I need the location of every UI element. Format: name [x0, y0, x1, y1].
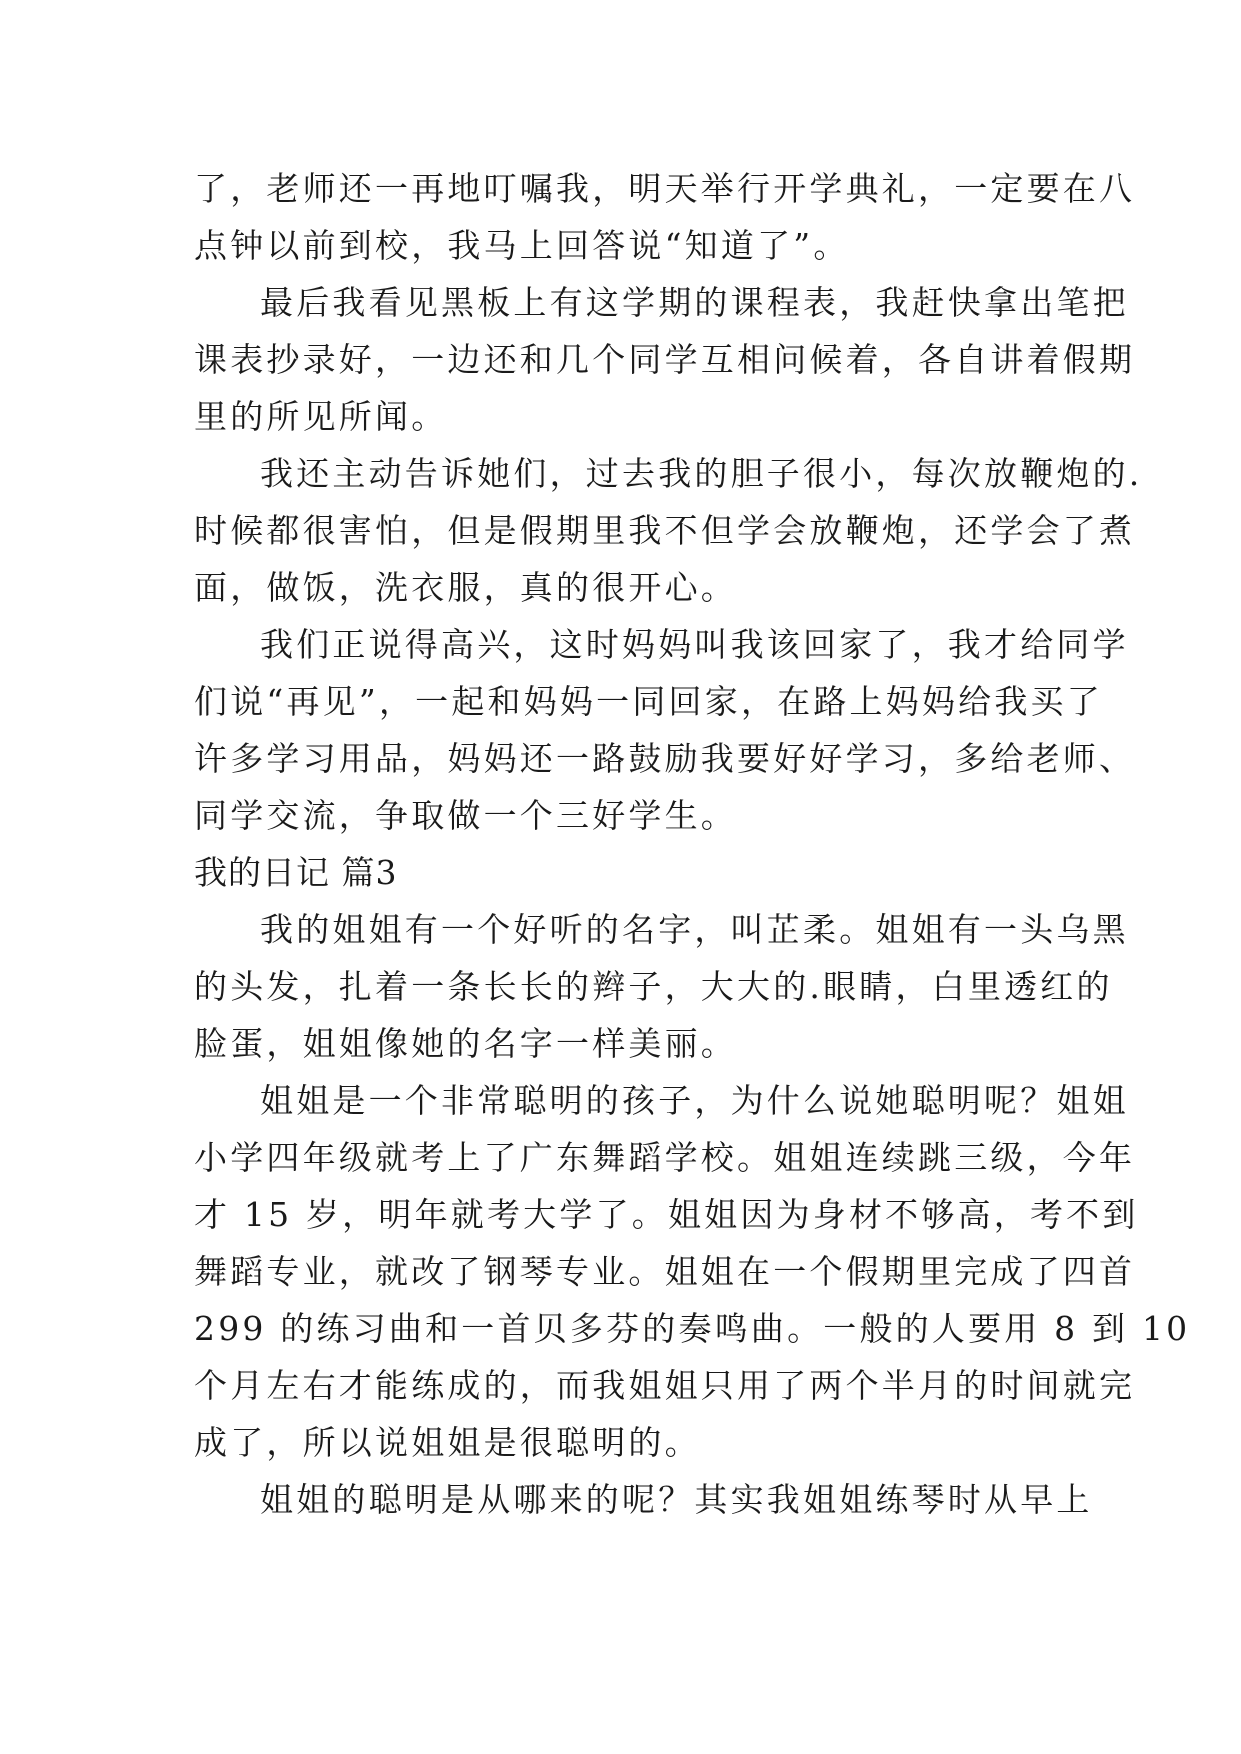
paragraph: [194, 274, 1136, 445]
text-line: 姐姐的聪明是从哪来的呢？其实我姐姐练琴时从早上: [260, 1480, 1093, 1519]
text-line: 才 15 岁，明年就考大学了。姐姐因为身材不够高，考不到: [194, 1195, 1139, 1234]
text-line: 面，做饭，洗衣服，真的很开心。: [194, 568, 737, 607]
paragraph: [194, 445, 1143, 616]
text-line: 最后我看见黑板上有这学期的课程表，我赶快拿出笔把: [260, 283, 1129, 322]
paragraph: [194, 901, 1129, 1072]
text-line: 299 的练习曲和一首贝多芬的奏鸣曲。一般的人要用 8 到 10: [194, 1309, 1191, 1348]
text-line: 成了，所以说姐姐是很聪明的。: [194, 1423, 701, 1462]
text-line: 的头发，扎着一条长长的辫子，大大的.眼睛，白里透红的: [194, 967, 1113, 1006]
text-line: 小学四年级就考上了广东舞蹈学校。姐姐连续跳三级，今年: [194, 1138, 1136, 1177]
text-line: 们说“再见”，一起和妈妈一同回家，在路上妈妈给我买了: [194, 682, 1103, 721]
document-body: [194, 160, 1191, 1528]
text-line: 我还主动告诉她们，过去我的胆子很小，每次放鞭炮的.: [260, 454, 1143, 493]
text-line: 脸蛋，姐姐像她的名字一样美丽。: [194, 1024, 737, 1063]
text-line: 时候都很害怕，但是假期里我不但学会放鞭炮，还学会了煮: [194, 511, 1136, 550]
section-heading: 我的日记 篇3: [194, 853, 398, 892]
text-line: 同学交流，争取做一个三好学生。: [194, 796, 737, 835]
text-line: 点钟以前到校，我马上回答说“知道了”。: [194, 226, 850, 265]
text-line: 舞蹈专业，就改了钢琴专业。姐姐在一个假期里完成了四首: [194, 1252, 1136, 1291]
text-line: 个月左右才能练成的，而我姐姐只用了两个半月的时间就完: [194, 1366, 1136, 1405]
text-line: 里的所见所闻。: [194, 397, 448, 436]
paragraph: [194, 1471, 1093, 1528]
text-line: 我们正说得高兴，这时妈妈叫我该回家了，我才给同学: [260, 625, 1129, 664]
paragraph: [194, 1072, 1191, 1471]
paragraph: [194, 616, 1136, 844]
text-line: 了，老师还一再地叮嘱我，明天举行开学典礼，一定要在八: [194, 169, 1136, 208]
text-line: 我的姐姐有一个好听的名字，叫芷柔。姐姐有一头乌黑: [260, 910, 1129, 949]
text-line: 许多学习用品，妈妈还一路鼓励我要好好学习，多给老师、: [194, 739, 1136, 778]
text-line: 课表抄录好，一边还和几个同学互相问候着，各自讲着假期: [194, 340, 1136, 379]
text-line: 姐姐是一个非常聪明的孩子，为什么说她聪明呢？姐姐: [260, 1081, 1129, 1120]
paragraph: [194, 160, 1136, 274]
